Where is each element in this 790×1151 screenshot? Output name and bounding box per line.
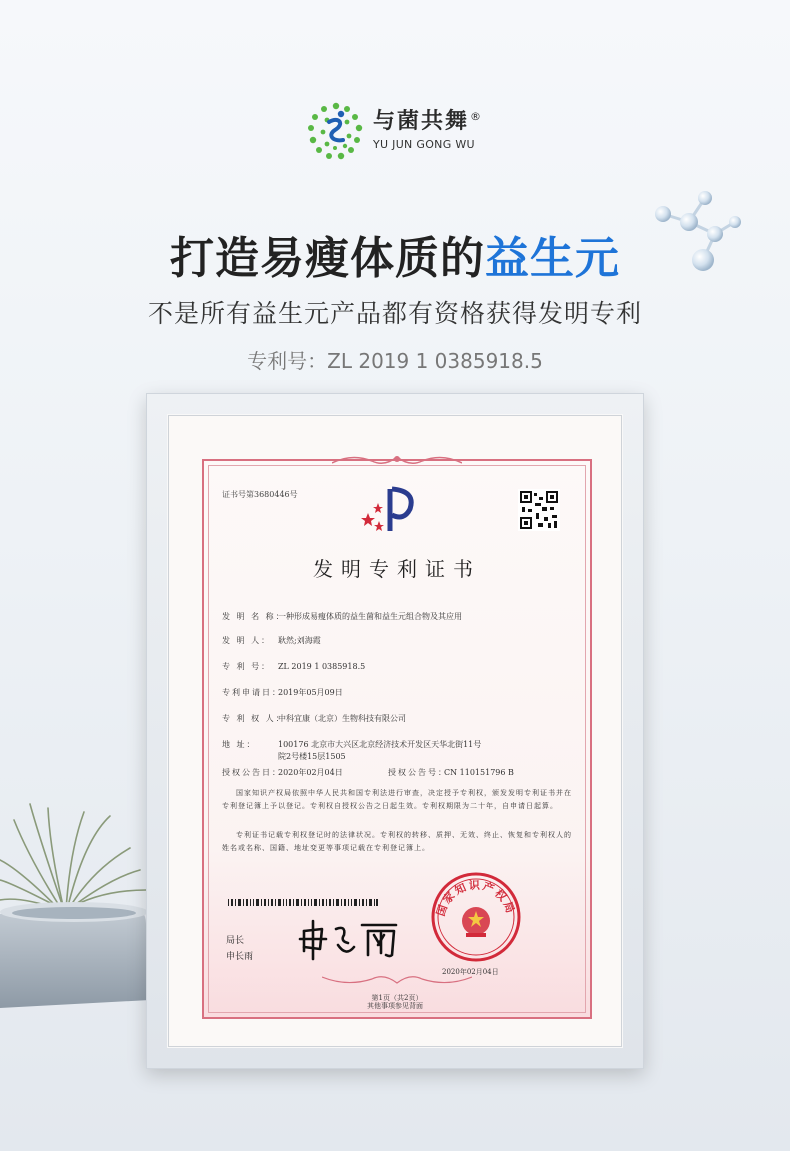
field-address: 地 址： 100176 北京市大兴区北京经济技术开发区天华北街11号 — [222, 740, 482, 749]
registered-mark: ® — [470, 109, 484, 123]
certificate-title: 发明专利证书 — [313, 557, 481, 581]
patent-number-line: 专利号：ZL 2019 1 0385918.5 — [247, 349, 543, 373]
certificate-frame — [146, 393, 644, 1069]
field-application-date: 专利申请日：2019年05月09日 — [222, 688, 343, 697]
headline — [0, 222, 790, 286]
brand-name-en: YU JUN GONG WU — [373, 138, 475, 151]
director-title: 局长 — [226, 936, 245, 946]
field-address-line2: 院2号楼15层1505 — [278, 752, 346, 761]
field-patentee: 专 利 权 人：中科宜康（北京）生物科技有限公司 — [222, 714, 406, 723]
signature-image — [296, 917, 406, 961]
plant-pot — [0, 880, 150, 1010]
field-grant-date: 授权公告日：2020年02月04日 — [222, 768, 343, 777]
ornament-top — [332, 453, 462, 469]
seal-text: 国家知识产权局 — [434, 878, 518, 918]
national-emblem-seal-icon — [430, 871, 522, 963]
seal-date: 2020年02月04日 — [442, 968, 499, 976]
certificate-paragraph-1: 国家知识产权局依照中华人民共和国专利法进行审查，决定授予专利权，颁发发明专利证书并在专利登记簿上予以登记。专利权自授权公告之日起生效。专利权期限为二十年，自申请日起算。 — [222, 789, 572, 810]
headline-plain: 打造易瘦体质的 — [170, 233, 485, 284]
certificate-paragraph-2: 专利证书记载专利权登记时的法律状况。专利权的转移、质押、无效、终止、恢复和专利权人的姓名或名称、国籍、地址变更等事项记载在专利登记簿上。 — [222, 831, 572, 852]
field-invention-name: 发 明 名 称：一种形成易瘦体质的益生菌和益生元组合物及其应用 — [222, 612, 462, 621]
field-inventors: 发 明 人： 耿然;刘海霞 — [222, 636, 321, 645]
subheadline: 不是所有益生元产品都有资格获得发明专利 — [147, 299, 642, 328]
barcode-icon — [228, 899, 378, 906]
frame-mat — [168, 415, 622, 1047]
patent-emblem-icon — [354, 483, 424, 535]
certificate-number: 证书号第3680446号 — [222, 490, 298, 499]
brand-name-cn: 与菌共舞® — [373, 109, 484, 134]
field-grant-number: 授权公告号：CN 110151796 B — [388, 768, 514, 777]
brand-logo — [305, 100, 495, 162]
patent-certificate — [202, 459, 592, 1019]
logo-mark-icon — [305, 100, 367, 162]
director-name: 申长雨 — [226, 952, 254, 962]
qr-code-icon — [518, 489, 560, 531]
headline-accent: 益生元 — [485, 233, 620, 284]
certificate-footnote: 其他事项参见背面 — [367, 1002, 423, 1010]
page-number: 第1页（共2页） — [371, 994, 423, 1002]
field-patent-number: 专 利 号： ZL 2019 1 0385918.5 — [222, 662, 366, 671]
